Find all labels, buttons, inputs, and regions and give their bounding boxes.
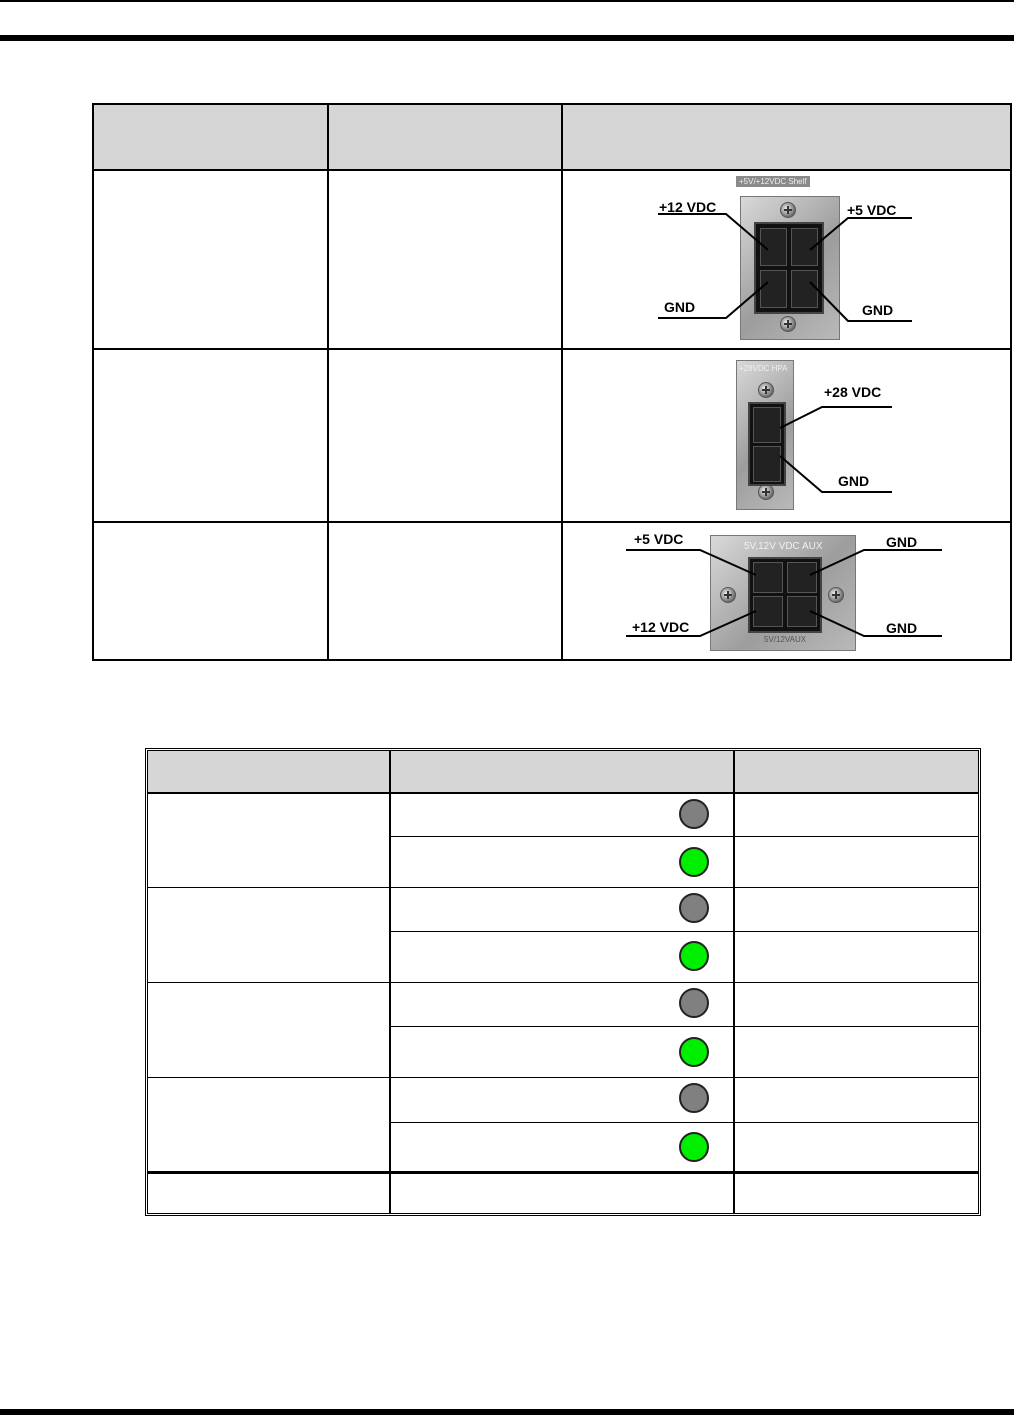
plate-label: +5V/+12VDC Shelf (736, 176, 810, 187)
pin-label: GND (664, 299, 696, 315)
pin-label: +5 VDC (634, 531, 684, 547)
subrow-divider (389, 836, 978, 837)
pin-label: GND (838, 473, 870, 489)
status-led-on (679, 847, 709, 877)
pin-label: +28 VDC (824, 384, 882, 400)
indicator-table (145, 748, 981, 1216)
footer-rule (0, 1409, 1014, 1415)
subrow-divider (389, 1026, 978, 1027)
connector-table-header (94, 105, 1010, 171)
status-led-off (679, 799, 709, 829)
row-divider (148, 982, 978, 983)
status-led-on (679, 1037, 709, 1067)
row-divider-double (148, 1171, 978, 1174)
indicator-table-header (148, 751, 978, 794)
status-led-off (679, 893, 709, 923)
row-divider (148, 1077, 978, 1078)
subrow-divider (389, 1122, 978, 1123)
connector-photo-aux (624, 531, 954, 651)
status-led-off (679, 988, 709, 1018)
pin-label: +12 VDC (659, 199, 717, 215)
pin-leader-lines (736, 360, 906, 510)
pin-label: +12 VDC (632, 619, 690, 635)
plate-label: +28VDC HPA (739, 364, 788, 373)
header-rule-thin (0, 0, 1014, 2)
pin-label: +5 VDC (847, 202, 897, 218)
status-led-off (679, 1083, 709, 1113)
pin-leader-lines (650, 172, 930, 344)
col-divider (327, 105, 329, 659)
connector-photo-shelf (650, 172, 930, 344)
pin-label: GND (862, 302, 894, 318)
status-led-on (679, 1132, 709, 1162)
header-rule-thick (0, 35, 1014, 41)
col-divider (561, 105, 563, 659)
plate-label: 5V,12V VDC AUX (744, 541, 823, 552)
connector-photo-hpa (736, 360, 906, 510)
status-led-on (679, 941, 709, 971)
subrow-divider (389, 931, 978, 932)
pin-label: GND (886, 534, 918, 550)
row-divider (148, 887, 978, 888)
row-divider (94, 521, 1010, 523)
pin-label: GND (886, 620, 918, 636)
plate-sublabel: 5V/12VAUX (764, 635, 807, 644)
